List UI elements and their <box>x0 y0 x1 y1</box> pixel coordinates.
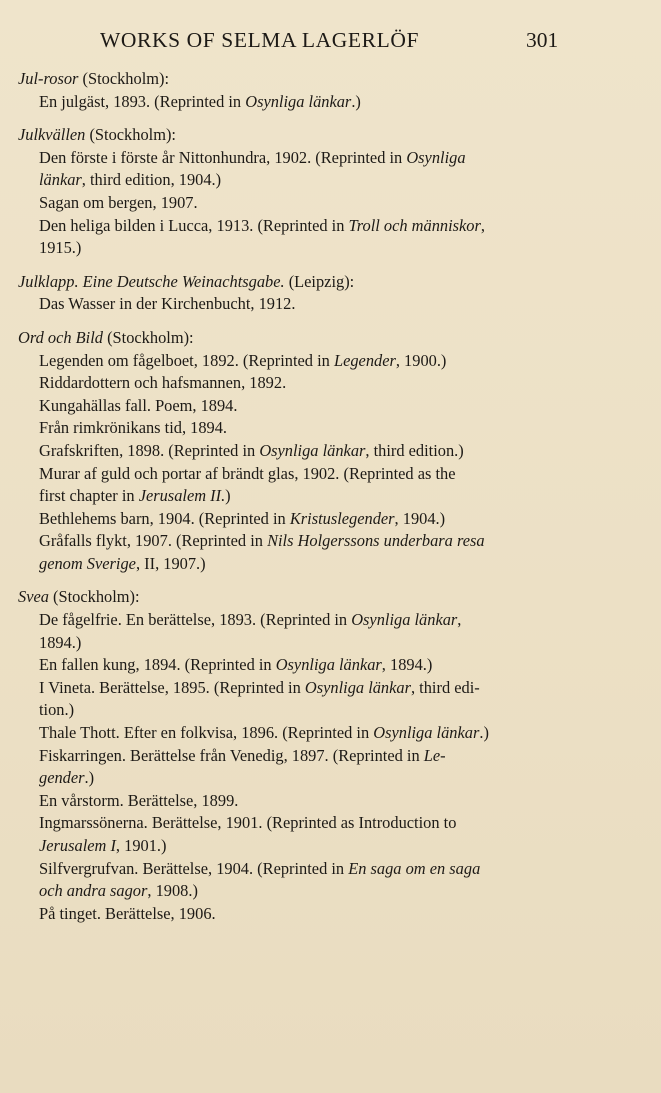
entry-line <box>39 745 578 768</box>
entry-text: En fallen kung, 1894. (Reprinted in <box>39 655 276 675</box>
publication-section <box>18 271 578 316</box>
entry-line <box>39 790 578 813</box>
bibliography-entry <box>18 812 578 857</box>
entry-line <box>39 215 578 238</box>
bibliography-entry <box>18 417 578 440</box>
entry-text: På tinget. Berättelse, 1906. <box>39 903 216 923</box>
entry-line <box>39 192 578 215</box>
publication-name: Jul-rosor <box>18 69 79 88</box>
bibliography-list <box>18 68 578 925</box>
entry-text: Ingmarssönerna. Berättelse, 1901. (Reprinted as Introduction to <box>39 813 457 833</box>
entry-text: Murar af guld och portar af brändt glas, 1902. (Reprinted as the <box>39 463 456 483</box>
publication-name: Svea <box>18 587 49 607</box>
entry-text: , third edition, 1904.) <box>81 170 222 190</box>
entry-line <box>39 858 578 881</box>
entry-line <box>39 350 578 373</box>
bibliography-entry <box>18 508 578 531</box>
entry-text: , <box>457 610 462 630</box>
publication-place: (Stockholm): <box>48 587 140 607</box>
publication-section <box>18 68 578 113</box>
italic-title-text: Nils Holgerssons underbara resa <box>267 531 485 551</box>
italic-title-text: Osynliga länkar <box>275 655 382 675</box>
entry-text: , 1904.) <box>394 508 446 528</box>
italic-title-text: En saga om en saga <box>348 858 481 878</box>
publication-place: (Stockholm): <box>85 125 176 145</box>
entry-text: ) <box>225 486 231 506</box>
publication-name: Julkvällen <box>18 125 86 145</box>
bibliography-entry <box>18 350 578 373</box>
entry-text: 1915.) <box>39 238 82 258</box>
entry-text: Den heliga bilden i Lucca, 1913. (Reprinted in <box>39 215 349 235</box>
entry-text: tion.) <box>39 700 75 720</box>
entry-text: , 1894.) <box>381 655 433 675</box>
entry-line <box>39 293 578 316</box>
entry-line <box>39 91 578 114</box>
italic-title-text: Le- <box>423 745 446 765</box>
bibliography-entry <box>18 192 578 215</box>
entry-text: .) <box>479 723 489 743</box>
italic-title-text: Osynliga länkar <box>259 440 366 460</box>
bibliography-entry <box>18 440 578 463</box>
publication-section <box>18 586 578 925</box>
entry-text: Grafskriften, 1898. (Reprinted in <box>39 440 260 460</box>
publication-place: (Stockholm): <box>78 69 170 88</box>
entry-line <box>39 395 578 418</box>
publication-name: Julklapp. Eine Deutsche Weinachtsgabe. <box>18 271 285 291</box>
italic-title-text: Osynliga länkar <box>245 91 352 111</box>
publication-heading <box>18 124 578 147</box>
entry-text: Legenden om fågelboet, 1892. (Reprinted in <box>39 350 334 370</box>
bibliography-entry <box>18 372 578 395</box>
entry-line <box>39 609 578 632</box>
entry-line <box>39 835 578 858</box>
entry-line <box>39 237 578 260</box>
entry-text: Från rimkrönikans tid, 1894. <box>39 418 228 438</box>
publication-heading <box>18 586 578 609</box>
bibliography-entry <box>18 722 578 745</box>
italic-title-text: Osynliga länkar <box>351 610 458 630</box>
entry-line <box>39 463 578 486</box>
entry-line <box>39 903 578 926</box>
entry-line <box>39 372 578 395</box>
entry-line <box>39 699 578 722</box>
entry-line <box>39 508 578 531</box>
publication-heading <box>18 271 578 294</box>
entry-text: Das Wasser in der Kirchenbucht, 1912. <box>39 294 296 314</box>
page-header <box>0 28 661 58</box>
bibliography-entry <box>18 215 578 260</box>
italic-title-text: Troll och människor <box>348 215 481 235</box>
italic-title-text: genom Sverige <box>39 553 136 573</box>
entry-line <box>39 553 578 576</box>
bibliography-entry <box>18 395 578 418</box>
bibliography-entry <box>18 903 578 926</box>
bibliography-entry <box>18 790 578 813</box>
entry-text: , 1901.) <box>115 836 167 855</box>
entry-text: , II, 1907.) <box>135 553 206 573</box>
entry-line <box>39 722 578 745</box>
entry-line <box>39 485 578 508</box>
italic-title-text: Osynliga <box>406 147 466 167</box>
entry-line <box>39 677 578 700</box>
entry-text: En julgäst, 1893. (Reprinted in <box>39 91 246 111</box>
entry-text: Thale Thott. Efter en folkvisa, 1896. (Reprinted in <box>39 723 374 743</box>
entry-line <box>39 169 578 192</box>
entry-text: Riddardottern och hafsmannen, 1892. <box>39 373 287 393</box>
italic-title-text: länkar <box>39 170 82 190</box>
bibliography-entry <box>18 91 578 114</box>
bibliography-entry <box>18 147 578 192</box>
running-title: WORKS OF SELMA LAGERLÖF <box>100 28 420 52</box>
entry-text: De fågelfrie. En berättelse, 1893. (Reprinted in <box>39 610 352 630</box>
bibliography-entry <box>18 858 578 903</box>
entry-text: Bethlehems barn, 1904. (Reprinted in <box>39 508 290 528</box>
publication-name: Ord och Bild <box>18 327 103 347</box>
entry-text: first chapter in <box>39 486 139 506</box>
entry-text: Silfvergrufvan. Berättelse, 1904. (Reprinted in <box>39 858 349 878</box>
entry-line <box>39 530 578 553</box>
entry-line <box>39 767 578 790</box>
entry-text: , 1900.) <box>395 350 447 370</box>
bibliography-entry <box>18 745 578 790</box>
publication-place: (Stockholm): <box>102 327 194 347</box>
entry-text: .) <box>351 91 361 111</box>
bibliography-entry <box>18 463 578 508</box>
publication-heading <box>18 68 578 91</box>
entry-line <box>39 654 578 677</box>
entry-line <box>39 880 578 903</box>
bibliography-entry <box>18 293 578 316</box>
entry-text: .) <box>84 768 95 788</box>
entry-text: , <box>480 215 485 235</box>
bibliography-entry <box>18 654 578 677</box>
entry-text: , 1908.) <box>147 881 198 901</box>
entry-text: , third edition.) <box>365 440 464 460</box>
entry-line <box>39 147 578 170</box>
entry-line <box>39 417 578 440</box>
bibliography-entry <box>18 609 578 654</box>
italic-title-text: gender <box>39 768 85 788</box>
italic-title-text: Osynliga länkar <box>373 723 480 743</box>
publication-section <box>18 124 578 260</box>
page-number: 301 <box>526 28 559 52</box>
publication-heading <box>18 327 578 350</box>
italic-title-text: Jerusalem II. <box>138 486 226 506</box>
entry-text: Fiskarringen. Berättelse från Venedig, 1897. (Reprinted in <box>39 745 424 765</box>
entry-text: Den förste i förste år Nittonhundra, 1902. (Reprinted in <box>39 147 407 167</box>
italic-title-text: Osynliga länkar <box>304 677 411 697</box>
italic-title-text: Kristuslegender <box>289 508 395 528</box>
italic-title-text: Legender <box>333 350 396 370</box>
publication-section <box>18 327 578 576</box>
publication-place: (Leipzig): <box>284 271 355 291</box>
italic-title-text: och andra sagor <box>39 881 148 901</box>
entry-text: Sagan om bergen, 1907. <box>39 192 198 212</box>
bibliography-entry <box>18 530 578 575</box>
entry-text: En vårstorm. Berättelse, 1899. <box>39 790 239 810</box>
entry-text: 1894.) <box>39 632 82 652</box>
entry-line <box>39 440 578 463</box>
entry-text: Gråfalls flykt, 1907. (Reprinted in <box>39 531 268 551</box>
entry-text: , third edi- <box>410 677 480 697</box>
italic-title-text: Jerusalem I <box>39 836 116 855</box>
bibliography-entry <box>18 677 578 722</box>
entry-line <box>39 812 578 835</box>
entry-text: I Vineta. Berättelse, 1895. (Reprinted in <box>39 677 305 697</box>
entry-line <box>39 632 578 655</box>
entry-text: Kungahällas fall. Poem, 1894. <box>39 395 238 415</box>
